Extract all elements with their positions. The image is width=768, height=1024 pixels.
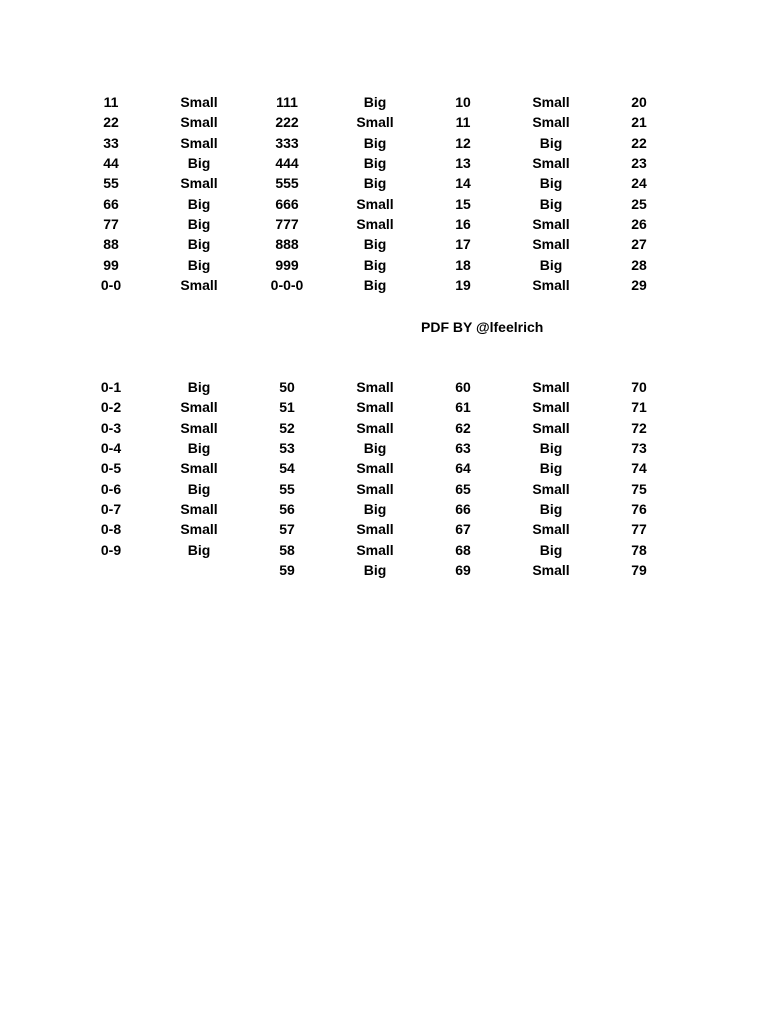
- table-cell: Big: [187, 480, 211, 497]
- table-cell: 51: [279, 399, 295, 416]
- table-cell: Small: [180, 521, 218, 538]
- table-cell: 72: [631, 419, 647, 436]
- table-cell: Small: [532, 521, 570, 538]
- table-cell: 0-0-0: [270, 277, 304, 294]
- table-cell: Small: [180, 460, 218, 477]
- table-cell: 20: [631, 94, 647, 110]
- table-cell: 63: [455, 440, 471, 457]
- table-cell: Big: [363, 256, 387, 273]
- top-table: [67, 92, 682, 295]
- table-cell: 10: [455, 94, 471, 110]
- table-cell: 333: [275, 134, 299, 151]
- table-cell: 55: [279, 480, 295, 497]
- table-cell: Small: [356, 419, 394, 436]
- table-cell: Big: [363, 501, 387, 518]
- table-cell: 58: [279, 541, 295, 558]
- table-cell: 0-0: [100, 277, 122, 294]
- table-cell: Small: [356, 480, 394, 497]
- table-cell: 65: [455, 480, 471, 497]
- table-cell: 73: [631, 440, 647, 457]
- table-cell: Big: [539, 175, 563, 192]
- table-cell: Small: [532, 216, 570, 233]
- table-cell: Small: [180, 419, 218, 436]
- table-cell: Big: [187, 195, 211, 212]
- table-cell: 666: [275, 195, 299, 212]
- table-cell: 52: [279, 419, 295, 436]
- table-cell: 21: [631, 114, 647, 131]
- table-cell: Small: [532, 277, 570, 294]
- table-cell: 0-9: [100, 541, 122, 558]
- table-cell: Big: [363, 562, 387, 579]
- table-cell: 12: [455, 134, 471, 151]
- table-cell: Small: [532, 399, 570, 416]
- table-cell: Big: [539, 195, 563, 212]
- table-cell: 33: [103, 134, 119, 151]
- table-cell: 23: [631, 155, 647, 172]
- table-cell: 444: [275, 155, 299, 172]
- table-cell: Big: [187, 216, 211, 233]
- table-cell: 77: [631, 521, 647, 538]
- table-cell: 99: [103, 256, 119, 273]
- table-cell: Small: [180, 114, 218, 131]
- table-cell: Big: [187, 155, 211, 172]
- table-cell: 88: [103, 236, 119, 253]
- table-cell: 66: [103, 195, 119, 212]
- table-cell: 69: [455, 562, 471, 579]
- table-cell: 0-1: [100, 379, 122, 395]
- table-cell: 18: [455, 256, 471, 273]
- table-cell: Big: [539, 541, 563, 558]
- table-cell: Small: [532, 236, 570, 253]
- table-cell: 70: [631, 379, 647, 395]
- table-cell: 0-5: [100, 460, 122, 477]
- table-cell: Small: [356, 379, 394, 395]
- table-cell: Small: [180, 399, 218, 416]
- table-cell: 61: [455, 399, 471, 416]
- table-cell: 76: [631, 501, 647, 518]
- table-cell: 0-6: [100, 480, 122, 497]
- table-cell: 25: [631, 195, 647, 212]
- table-cell: Big: [363, 175, 387, 192]
- table-cell: 24: [631, 175, 647, 192]
- table-cell: 50: [279, 379, 295, 395]
- table-cell: 78: [631, 541, 647, 558]
- table-cell: 77: [103, 216, 119, 233]
- table-cell: Small: [532, 562, 570, 579]
- table-cell: Big: [363, 155, 387, 172]
- table-cell: Small: [356, 216, 394, 233]
- table-cell: 64: [455, 460, 471, 477]
- bottom-table: [67, 377, 682, 580]
- table-cell: 55: [103, 175, 119, 192]
- table-cell: [67, 560, 155, 580]
- table-cell: 26: [631, 216, 647, 233]
- table-cell: Big: [187, 236, 211, 253]
- table-cell: Big: [363, 440, 387, 457]
- table-cell: 59: [279, 562, 295, 579]
- table-cell: Small: [180, 501, 218, 518]
- table-cell: 22: [103, 114, 119, 131]
- table-cell: 11: [455, 114, 471, 131]
- credit-text: PDF BY @lfeelrich: [421, 319, 544, 335]
- table-cell: 68: [455, 541, 471, 558]
- table-cell: 28: [631, 256, 647, 273]
- table-cell: 13: [455, 155, 471, 172]
- table-cell: Small: [180, 277, 218, 294]
- table-cell: Small: [532, 480, 570, 497]
- table-cell: 555: [275, 175, 299, 192]
- table-cell: Small: [356, 521, 394, 538]
- table-cell: [155, 560, 243, 580]
- table-cell: 15: [455, 195, 471, 212]
- table-cell: Small: [532, 419, 570, 436]
- table-cell: 44: [103, 155, 119, 172]
- table-cell: 60: [455, 379, 471, 395]
- table-cell: 0-4: [100, 440, 122, 457]
- table-cell: Small: [532, 379, 570, 395]
- table-cell: 0-7: [100, 501, 122, 518]
- table-cell: 71: [631, 399, 647, 416]
- table-cell: 19: [455, 277, 471, 294]
- table-cell: 75: [631, 480, 647, 497]
- table-cell: Big: [539, 460, 563, 477]
- table-cell: 74: [631, 460, 647, 477]
- table-cell: 14: [455, 175, 471, 192]
- table-cell: Small: [356, 114, 394, 131]
- table-cell: Big: [539, 501, 563, 518]
- table-cell: 0-3: [100, 419, 122, 436]
- table-cell: 22: [631, 134, 647, 151]
- table-cell: Small: [180, 94, 218, 110]
- table-cell: Big: [539, 440, 563, 457]
- table-cell: Big: [363, 236, 387, 253]
- table-cell: 999: [275, 256, 299, 273]
- table-cell: 29: [631, 277, 647, 294]
- table-cell: 111: [276, 94, 298, 110]
- table-cell: Small: [356, 195, 394, 212]
- table-cell: 56: [279, 501, 295, 518]
- table-cell: Big: [187, 256, 211, 273]
- table-cell: Small: [532, 94, 570, 110]
- table-cell: Small: [356, 460, 394, 477]
- table-cell: Small: [180, 175, 218, 192]
- table-cell: 79: [631, 562, 647, 579]
- table-cell: Big: [539, 256, 563, 273]
- table-cell: Small: [180, 134, 218, 151]
- table-cell: Big: [363, 277, 387, 294]
- table-cell: 53: [279, 440, 295, 457]
- table-cell: Big: [363, 134, 387, 151]
- table-cell: Small: [356, 541, 394, 558]
- table-cell: Small: [532, 114, 570, 131]
- table-cell: Big: [187, 379, 211, 395]
- table-cell: Big: [539, 134, 563, 151]
- table-cell: 54: [279, 460, 295, 477]
- table-cell: 62: [455, 419, 471, 436]
- table-cell: 17: [455, 236, 471, 253]
- table-cell: 57: [279, 521, 295, 538]
- table-cell: 222: [275, 114, 299, 131]
- table-cell: Small: [356, 399, 394, 416]
- table-cell: 888: [275, 236, 299, 253]
- table-cell: 777: [275, 216, 299, 233]
- table-cell: 66: [455, 501, 471, 518]
- table-cell: 27: [631, 236, 647, 253]
- table-cell: Big: [187, 440, 211, 457]
- table-cell: Big: [363, 94, 387, 110]
- table-cell: 67: [455, 521, 471, 538]
- table-cell: 0-2: [100, 399, 122, 416]
- table-cell: Small: [532, 155, 570, 172]
- table-cell: 0-8: [100, 521, 122, 538]
- table-cell: 11: [103, 94, 119, 110]
- table-cell: 16: [455, 216, 471, 233]
- table-cell: Big: [187, 541, 211, 558]
